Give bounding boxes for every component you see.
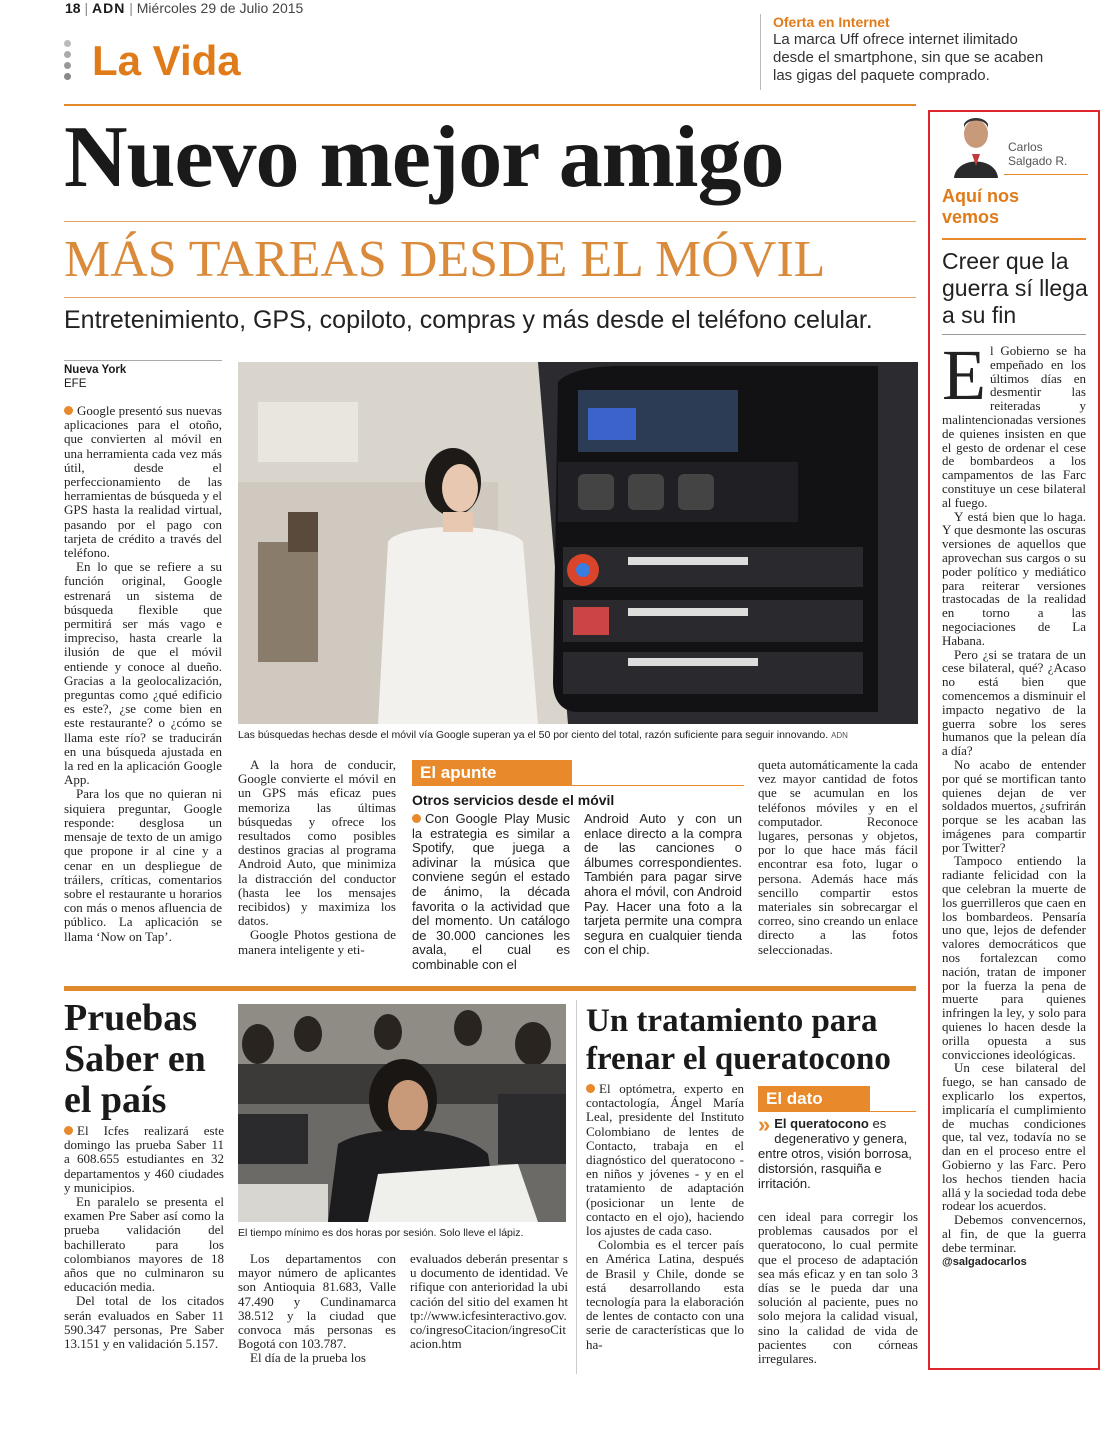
section-divider: [64, 986, 916, 991]
main-col1-paragraph: Google presentó sus nuevas aplicaciones para el otoño, que convierten al móvil en una herramienta cada vez más útil, desde el perfeccionamiento de las herramientas de búsqueda y el GPS hasta la realidad virtual, pasando por el pago con tarjeta de crédito a través del teléfono.: [64, 403, 222, 561]
main-headline: Nuevo mejor amigo: [64, 109, 784, 206]
column-body: El Gobierno se ha empeñado en los últimos días en desmentir las reiteradas y malintencionadas versiones de quienes insisten en que el gesto de ordenar el cese de bombardeos a los campamentos de las Farc constituye un cese bilateral al fuego. Y está bien que lo haga. Y que desmonte las oscuras versiones de aquellos que aprovechan sus cargos o su poder político y mediático para reiterar versiones trastocadas de la realidad en torno a las negociaciones de La Habana. Pero ¿si se tratara de un cese bilateral, qué? ¿Acaso no está bien que comencemos a disminuir el impacto negativo de la guerra sobre los seres humanos que la pelean día a día? No acabo de entender por qué se mortifican tanto quienes dejan de ver soldados muertos, ¿sufrirán porque se les acaban las imágenes para compartir por Twitter? Tampoco entiendo la radiante felicidad con la que celebran la muerte de los guerrilleros que caen en los bombardeos. Pensaría uno que, lejos de defender valores democráticos que nos fortalezcan como nación, tratan de imponer por la fuerza la pena de muerte para quienes infringen la ley, y solo para quienes lo hacen desde la orilla opuesta a sus convicciones ideológicas. Un cese bilateral del fuego, se han cansado de explicarlo los expertos, implicaría el cumplimiento de muchas condiciones que, tal vez, todavía no se dan en el proceso entre el Gobierno y las Farc. Pero los hechos tienden hacia allá y la sociedad toda debe rodear los acuerdos. Debemos convencernos, al fin, de que la guerra debe terminar. @salgadocarlos: [942, 335, 1086, 1268]
dateline-city: Nueva York: [64, 364, 127, 376]
main-col1-paragraph: En lo que se refiere a su función original, Google estrenará un sistema de búsqueda flexible que permitirá ser más vago e impreciso, hasta crearle la ilusión de que el móvil entiende y conoce al dueño. Gracias a la geolocalización, preguntas como ¿qué edificio es este?, ¿se come bien en este restaurante? o ¿cómo se llama este río? se traducirán en una búsqueda ajustada en la red en la aplicación Google App.: [64, 559, 222, 788]
brand-logo: ADN: [92, 0, 126, 16]
main-photo-illustration: [238, 362, 918, 724]
author-last-name: Salgado R.: [1008, 154, 1068, 168]
main-deck: Entretenimiento, GPS, copiloto, compras y más desde el teléfono celular.: [64, 306, 873, 334]
main-photo-caption: Las búsquedas hechas desde el móvil vía Google superan ya el 50 por ciento del total, razón suficiente para seguir innovando. ADN: [238, 729, 848, 741]
chevron-right-icon: »: [758, 1112, 771, 1137]
saber-photo-illustration: [238, 1004, 566, 1222]
dateline-agency: EFE: [64, 378, 87, 390]
main-col2-paragraph: Google Photos gestiona de manera inteligente y eti-: [238, 927, 396, 957]
headline-rule: [64, 221, 916, 222]
saber-photo-caption: El tiempo mínimo es dos horas por sesión. Solo lleve el lápiz.: [238, 1227, 524, 1239]
section-title: La Vida: [92, 37, 241, 84]
column-name-rule: [942, 238, 1086, 240]
page-date: Miércoles 29 de Julio 2015: [136, 0, 304, 16]
story-separator: [576, 1000, 577, 1374]
queratocono-headline: Un tratamiento para frenar el queratocono: [586, 1003, 891, 1077]
saber-photo: [238, 1004, 566, 1222]
promo-box: [760, 14, 1060, 90]
photo-credit: ADN: [831, 731, 848, 740]
saber-column-2: Los departamentos con mayor número de aplicantes son Antioquia 81.683, Valle 47.490 y Cundinamarca 38.512 y la ciudad que convoca más personas es Bogotá con 103.787. El día de la prueba los: [238, 1251, 396, 1366]
dropcap: E: [942, 335, 986, 415]
kicker-rule: [64, 297, 916, 298]
main-col2-paragraph: A la hora de conducir, Google convierte el móvil en un GPS más eficaz pues memoriza las últimas búsquedas y ofrece los resultados como posibles destinos gracias al programa Android Auto, que minimiza la distracción del conductor (hasta lee los mensajes recibidos) y maximiza los datos.: [238, 757, 396, 929]
saber-headline: Pruebas Saber en el país: [64, 997, 206, 1121]
author-name: [1008, 140, 1098, 168]
main-col1-paragraph: Para los que no quieran ni siquiera preguntar, Google responde: desglosa un mensaje de texto de un amigo que propone ir al cine y a cenar en un despliegue de tráilers, críticas, comentarios sobre el restaurante u horarios con más o menos afluencia de público. La aplicación se llama ‘Now on Tap’.: [64, 786, 222, 944]
saber-column-1: El Icfes realizará este domingo las prueba Saber 11 a 608.655 estudiantes en 32 departamentos y 460 ciudades y municipios. En paralelo se presenta el examen Pre Saber así como la prueba validación del bachillerato para los colombianos mayores de 18 años que no culminaron su educación media. Del total de los citados serán evaluados en Saber 11 590.347 personas, Pre Saber 13.151 y en validación 5.157.: [64, 1123, 224, 1352]
column-handle[interactable]: @salgadocarlos: [942, 1255, 1027, 1268]
main-photo: [238, 362, 918, 724]
page-header: 18 | ADN | Miércoles 29 de Julio 2015: [65, 0, 304, 16]
author-first-name: Carlos: [1008, 140, 1043, 154]
queratocono-column-1: El optómetra, experto en contactología, Ángel María Leal, presidente del Instituto Colombiano de lentes de Contacto, trabaja en el diagnóstico del queratocono - en niños y jóvenes - y en el tratamiento de adaptación (posicionar un lente de contacto en el ojo), haciendo los ajustes de cada caso. Colombia es el tercer país en América Latina, después de Brasil y Chile, donde se está desarrollando esta tecnología para la elaboración de lentes de contacto con una serie de características que lo ha-: [586, 1081, 744, 1352]
dato-bold: El queratocono: [774, 1116, 869, 1131]
column-title: Creer que la guerra sí llega a su fin: [942, 248, 1088, 328]
section-dots: [64, 40, 72, 82]
main-column-4: queta automáticamente la cada vez mayor cantidad de fotos que se acumulan en los teléfonos móviles y en el computador. Reconoce lugares, personas y objetos, por lo que hace más fácil encontrar esa foto, lugar o persona. Además hace más sencillo compartir estos materiales sin sobrecargar el correo, sino creando un enlace directo a las fotos seleccionadas.: [758, 757, 918, 957]
queratocono-column-2: cen ideal para corregir los problemas causados por el queratocono, lo cual permite que el proceso de adaptación sea más eficaz y en tan solo 3 días se le pueda dar una solución al paciente, pues no solo mejora la calidad visual, sino la calidad de vida de pacientes con córneas irregulares.: [758, 1209, 918, 1367]
author-rule: [1004, 174, 1088, 175]
apunte-label-rule: [572, 785, 744, 786]
apunte-column-b: Android Auto y con un enlace directo a la compra de las canciones o álbumes correspondientes. También para pagar sirve ahora el móvil, con Android Pay. Hacer una foto a la tarjeta permite una compra segura en cualquier tienda con el chip.: [584, 811, 742, 958]
main-kicker: MÁS TAREAS DESDE EL MÓVIL: [64, 231, 826, 288]
apunte-column-a: Con Google Play Music la estrategia es similar a Spotify, que juega a adivinar la música que conviene según el estado de ánimo, la década favorita o la actividad que del momento. Un catálogo de 30.000 canciones les avala, el cual es combinable con el: [412, 811, 570, 972]
page-number: 18: [65, 0, 81, 16]
promo-text: La marca Uff ofrece internet ilimitado desde el smartphone, sin que se acaben las gigas del paquete comprado.: [773, 31, 1044, 84]
apunte-label: El apunte: [412, 760, 572, 786]
header-rule: [64, 104, 916, 106]
dato-box: [758, 1112, 918, 1191]
apunte-title: Otros servicios desde el móvil: [412, 792, 615, 808]
dato-label-rule: [870, 1111, 916, 1112]
saber-column-3: evaluados deberán presentar su documento de identidad. Verifique con anterioridad la ubicación del sitio del examen http://www.icfesinteractivo.gov.co/ingresoCitacion/ingresoCitacion.htm: [410, 1251, 568, 1352]
main-column-1: [64, 404, 222, 944]
dato-text: es degenerativo y genera, entre otros, visión borrosa, distorsión, rasquiña e irritación.: [758, 1116, 912, 1191]
dato-label: El dato: [758, 1086, 870, 1112]
promo-title: Oferta en Internet: [773, 14, 890, 30]
author-avatar: [946, 114, 1002, 178]
dateline: [64, 360, 222, 391]
main-column-2: [238, 758, 396, 957]
column-name: Aquí nos vemos: [942, 186, 1019, 227]
author-photo: [946, 114, 1002, 178]
